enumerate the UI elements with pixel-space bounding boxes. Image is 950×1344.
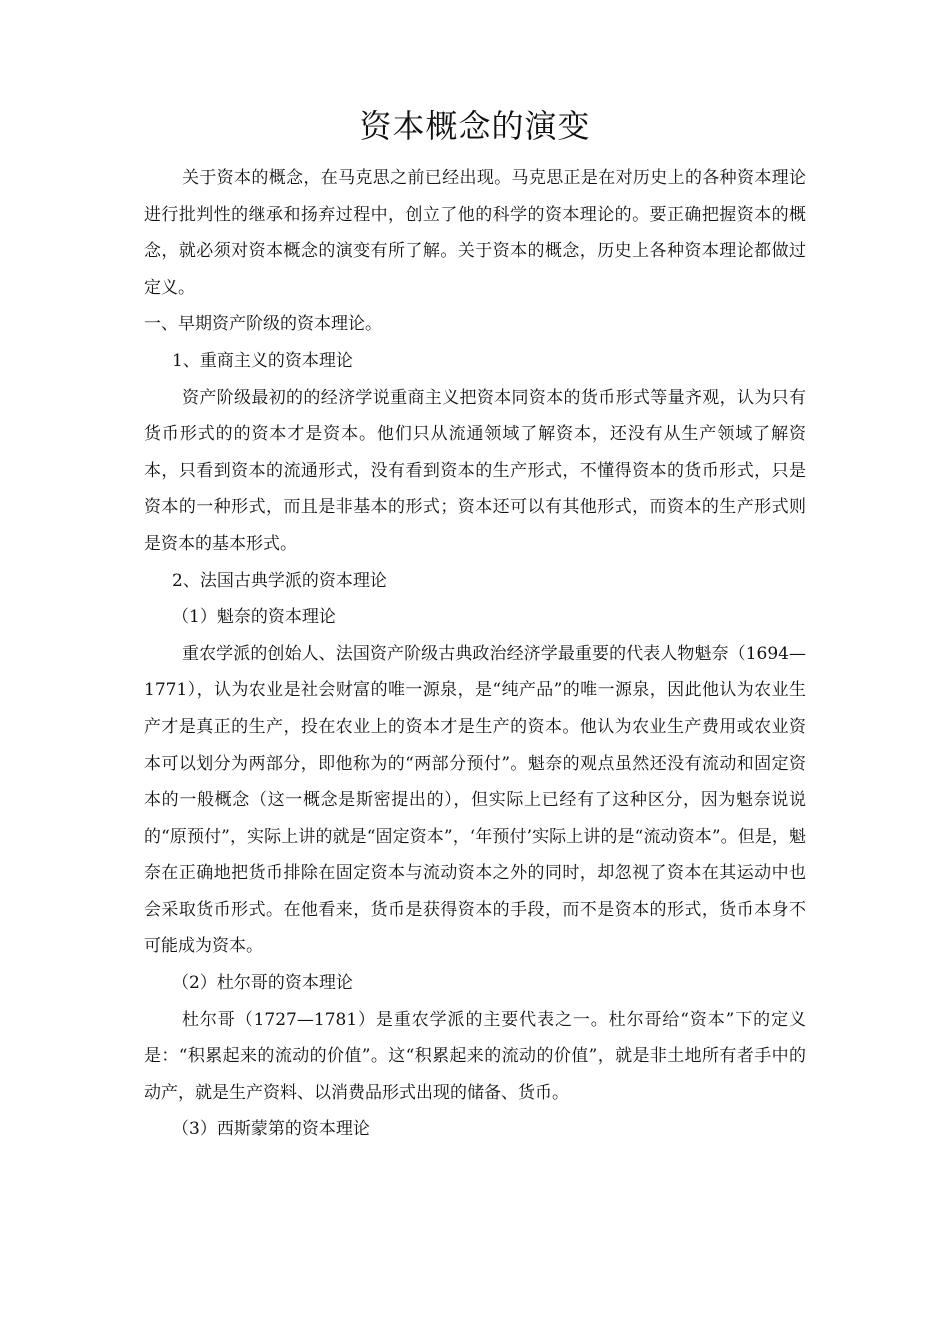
subsection-heading-sismondi: （3）西斯蒙第的资本理论 — [172, 1119, 370, 1140]
section-heading-early-bourgeois: 一、早期资产阶级的资本理论。 — [144, 314, 382, 335]
intro-paragraph: 关于资本的概念，在马克思之前已经出现。马克思正是在对历史上的各种资本理论进行批判性的继承和扬弃过程中，创立了他的科学的资本理论的。要正确把握资本的概念，就必须对资本概念的演变有所了解。关于资本的概念，历史上各种资本理论都做过定义。 — [144, 168, 806, 298]
quesnay-paragraph: 重农学派的创始人、法国资产阶级古典政治经济学最重要的代表人物魁奈（1694—1771），认为农业是社会财富的唯一源泉，是“纯产品”的唯一源泉，因此他认为农业生产才是真正的生产，投在农业上的资本才是生产的资本。他认为农业生产费用或农业资本可以划分为两部分，即他称为的“两部分预付”。魁奈的观点虽然还没有流动和固定资本的一般概念（这一概念是斯密提出的），但实际上已经有了这种区分，因为魁奈说说的“原预付”，实际上讲的就是“固定资本”，‘年预付’实际上讲的是“流动资本”。但是，魁奈在正确地把货币排除在固定资本与流动资本之外的同时，却忽视了资本在其运动中也会采取货币形式。在他看来，货币是获得资本的手段，而不是资本的形式，货币本身不可能成为资本。 — [144, 643, 806, 957]
subsection-heading-french-classical: 2、法国古典学派的资本理论 — [172, 570, 387, 591]
turgot-paragraph: 杜尔哥（1727—1781）是重农学派的主要代表之一。杜尔哥给“资本”下的定义是：“积累起来的流动的价值”。这“积累起来的流动的价值”，就是非土地所有者手中的动产，就是生产资料、以消费品形式出现的储备、货币。 — [144, 1009, 806, 1103]
document-body — [144, 160, 806, 1148]
subsection-heading-quesnay: （1）魁奈的资本理论 — [172, 607, 336, 628]
page-title: 资本概念的演变 — [359, 107, 591, 145]
subsection-heading-mercantilism: 1、重商主义的资本理论 — [172, 350, 353, 371]
subsection-heading-turgot: （2）杜尔哥的资本理论 — [172, 973, 353, 994]
mercantilism-paragraph: 资产阶级最初的的经济学说重商主义把资本同资本的货币形式等量齐观，认为只有货币形式的的资本才是资本。他们只从流通领域了解资本，还没有从生产领域了解资本，只看到资本的流通形式，没有看到资本的生产形式，不懂得资本的货币形式，只是资本的一种形式，而且是非基本的形式；资本还可以有其他形式，而资本的生产形式则是资本的基本形式。 — [144, 387, 806, 554]
